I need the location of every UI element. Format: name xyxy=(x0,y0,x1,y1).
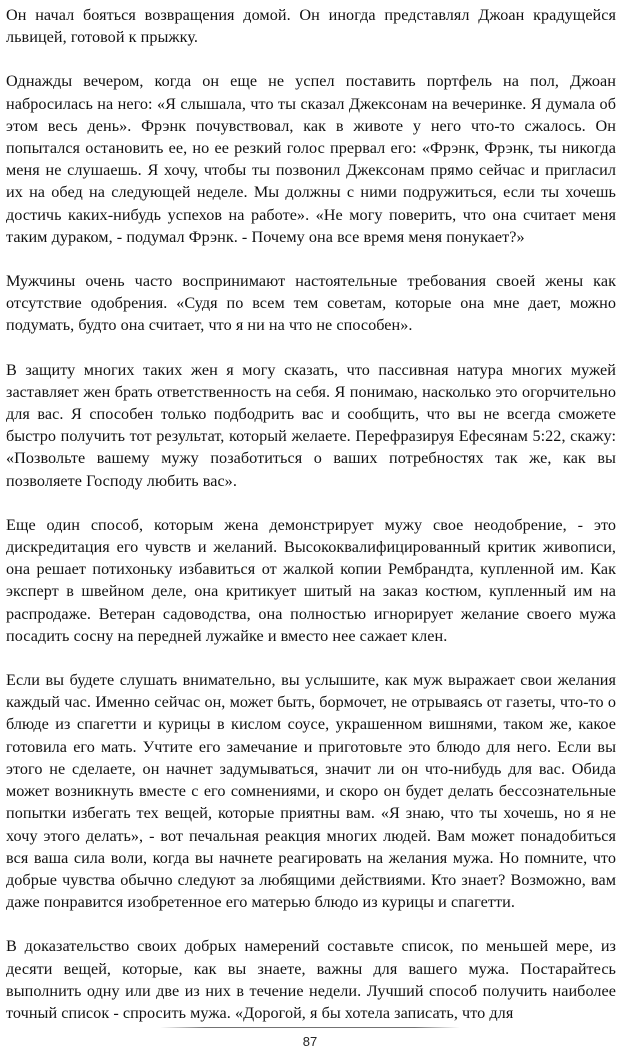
paragraph-4: В защиту многих таких жен я могу сказать, что пассивная натура многих мужей заставляет жен брать ответственность на себя. Я понимаю, насколько это огорчительно для вас. Я способен только подбодрить вас и сообщить, что вы не всегда сможете быстро получить тот результат, который желаете. Перефразируя Ефесянам 5:22, скажу: «Позвольте вашему мужу позаботиться о ваших потребностях так же, как вы позволяете Господу любить вас». xyxy=(6,360,616,490)
document-body xyxy=(6,4,616,1046)
paragraph-1: Он начал бояться возвращения домой. Он иногда представлял Джоан крадущейся львицей, готовой к прыжку. xyxy=(6,6,616,47)
paragraph-6: Если вы будете слушать внимательно, вы услышите, как муж выражает свои желания каждый час. Именно сейчас он, может быть, бормочет, не отрываясь от газеты, что-то о блюде из спагетти и курицы в кислом соусе, украшенном вишнями, таком же, какое готовила его мать. Учтите его замечание и приготовьте это блюдо для него. Если вы этого не сделаете, он начнет задумываться, значит ли он что-нибудь для вас. Обида может возникнуть вместе с его сомнениями, и скоро он будет делать бессознательные попытки избегать тех вещей, которые приятны вам. «Я знаю, что ты хочешь, но я не хочу этого делать», - вот печальная реакция многих людей. Вам может понадобиться вся ваша сила воли, когда вы начнете реагировать на желания мужа. Но помните, что добрые чувства обычно следуют за любящими действиями. Кто знает? Возможно, вам даже понравится изобретенное его матерью блюдо из курицы и спагетти. xyxy=(6,671,616,912)
page-number: 87 xyxy=(302,1034,318,1049)
paragraph-3: Мужчины очень часто воспринимают настоятельные требования своей жены как отсутствие одобрения. «Судя по всем тем советам, которые она мне дает, можно подумать, будто она считает, что я ни на что не способен». xyxy=(6,272,616,335)
paragraph-5: Еще один способ, которым жена демонстрирует мужу свое неодобрение, - это дискредитация его чувств и желаний. Высококвалифицированный критик живописи, она решает потихоньку избавиться от жалкой копии Рембрандта, купленной им. Как эксперт в швейном деле, она критикует шитый на заказ костюм, купленный им на распродаже. Ветеран садоводства, она полностью игнорирует желание своего мужа посадить сосну на передней лужайке и вместо нее сажает клен. xyxy=(6,515,616,645)
paragraph-2: Однажды вечером, когда он еще не успел поставить портфель на пол, Джоан набросилась на него: «Я слышала, что ты сказал Джексонам на вечеринке. Я думала об этом весь день». Фрэнк почувствовал, как в животе у него что-то сжалось. Он попытался остановить ее, но ее резкий голос прервал его: «Фрэнк, Фрэнк, ты никогда меня не слушаешь. Я хочу, чтобы ты позвонил Джексонам прямо сейчас и пригласил их на обед на следующей неделе. Мы должны с ними подружиться, если ты хочешь достичь каких-нибудь успехов на работе». «Не могу поверить, что она считает меня таким дураком, - подумал Фрэнк. - Почему она все время меня понукает?» xyxy=(6,72,616,246)
paragraph-7: В доказательство своих добрых намерений составьте список, по меньшей мере, из десяти вещей, которые, как вы знаете, важны для вашего мужа. Постарайтесь выполнить одну или две из них в течение недели. Лучший способ получить наиболее точный список - спросить мужа. «Дорогой, я бы хотела записать, что для xyxy=(6,937,616,1022)
footer-divider xyxy=(160,1027,460,1028)
